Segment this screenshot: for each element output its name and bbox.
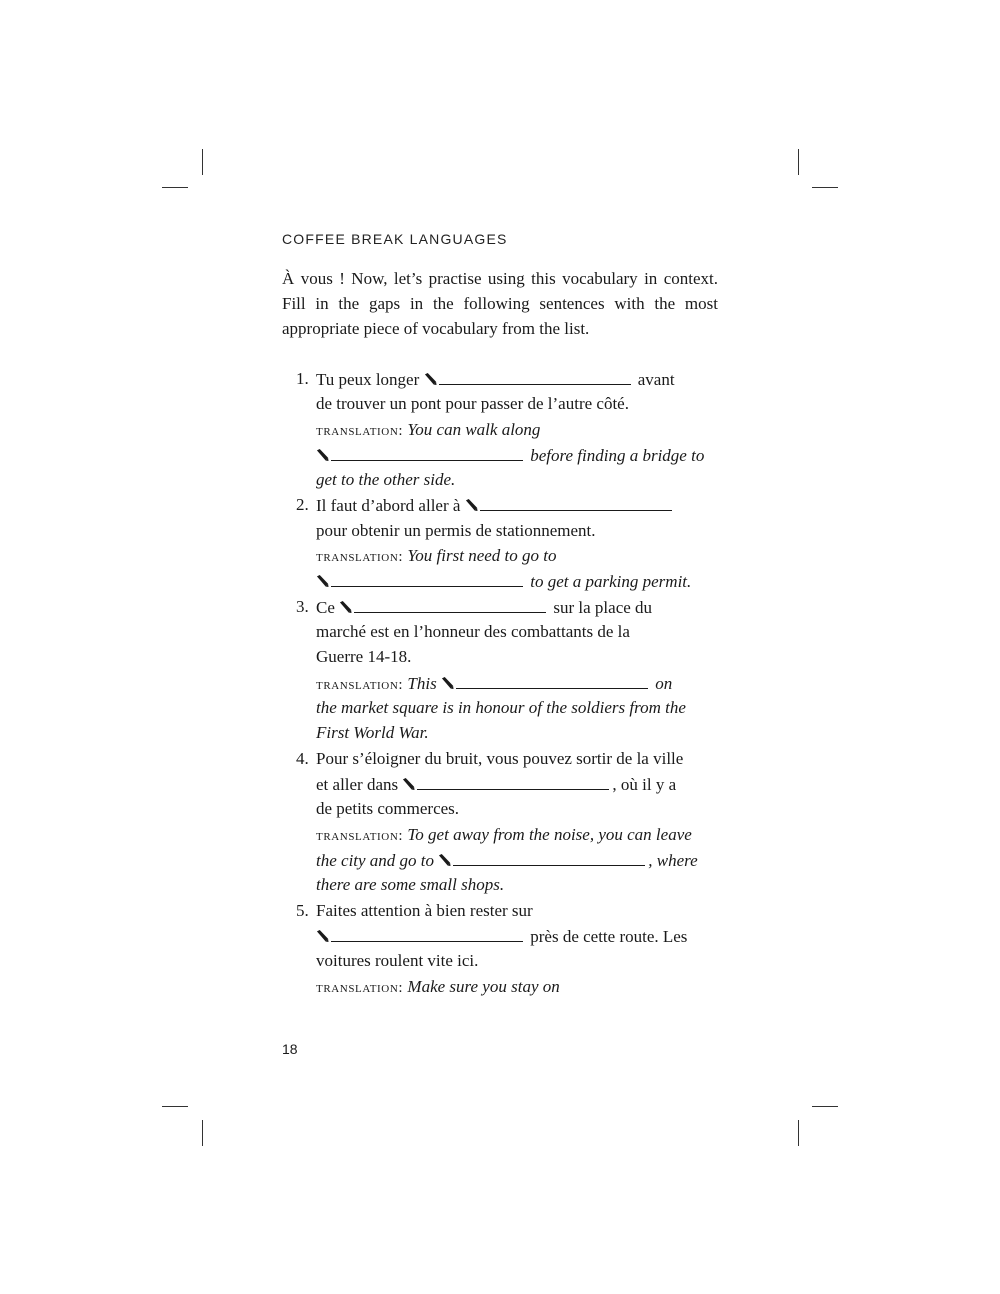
translation-label: translation: (316, 423, 404, 439)
answer-blank[interactable] (453, 850, 645, 866)
translation-line (316, 445, 704, 466)
answer-blank[interactable] (417, 774, 609, 790)
french-sentence-cont: Guerre 14-18. (316, 647, 412, 666)
sentence-text: Tu peux longer (316, 370, 420, 389)
translation-line (316, 571, 691, 592)
pencil-icon (316, 447, 329, 461)
crop-mark (812, 187, 838, 188)
french-sentence: Faites attention à bien rester sur (316, 901, 533, 920)
crop-mark (162, 187, 188, 188)
translation-line (316, 850, 698, 871)
translation-line (316, 546, 557, 566)
french-sentence-cont (316, 926, 687, 947)
french-sentence-cont: pour obtenir un permis de stationnement. (316, 521, 596, 540)
translation-text: This (407, 674, 437, 693)
page-number: 18 (282, 1041, 298, 1057)
translation-label: translation: (316, 828, 404, 844)
item-number: 2. (296, 495, 309, 514)
translation-text: get to the other side. (316, 470, 456, 489)
translation-line (316, 825, 692, 845)
pencil-icon (402, 776, 415, 790)
sentence-text: sur la place du (553, 598, 653, 617)
translation-label: translation: (316, 677, 404, 693)
translation-label: translation: (316, 549, 404, 565)
crop-mark (798, 149, 799, 175)
translation-label: translation: (316, 980, 404, 996)
crop-mark (162, 1106, 188, 1107)
item-number: 1. (296, 369, 309, 388)
sentence-text: Il faut d’abord aller à (316, 496, 461, 515)
translation-line (316, 673, 672, 694)
french-sentence (316, 597, 652, 618)
pencil-icon (316, 928, 329, 942)
translation-text: on (655, 674, 673, 693)
pencil-icon (316, 573, 329, 587)
french-sentence-cont: de petits commerces. (316, 799, 460, 818)
translation-text: First World War. (316, 723, 429, 742)
french-sentence-cont (316, 774, 676, 795)
item-number: 4. (296, 749, 309, 768)
sentence-text: , où il y a (612, 775, 677, 794)
translation-text: You first need to go to (407, 546, 557, 565)
answer-blank[interactable] (331, 445, 523, 461)
sentence-text: Ce (316, 598, 335, 617)
french-sentence: Pour s’éloigner du bruit, vous pouvez sortir de la ville (316, 749, 684, 768)
pencil-icon (441, 675, 454, 689)
french-sentence-cont: voitures roulent vite ici. (316, 951, 479, 970)
french-sentence (316, 495, 675, 516)
translation-text: , where (648, 851, 698, 870)
translation-text: the market square is in honour of the soldiers from the (316, 698, 686, 717)
pencil-icon (438, 852, 451, 866)
sentence-text: et aller dans (316, 775, 399, 794)
translation-line (316, 420, 540, 440)
translation-text: the city and go to (316, 851, 435, 870)
crop-mark (812, 1106, 838, 1107)
answer-blank[interactable] (439, 369, 631, 385)
pencil-icon (424, 371, 437, 385)
item-number: 5. (296, 901, 309, 920)
crop-mark (202, 149, 203, 175)
answer-blank[interactable] (354, 597, 546, 613)
french-sentence-cont: de trouver un pont pour passer de l’autre côté. (316, 394, 629, 413)
sentence-text: avant (637, 370, 675, 389)
french-sentence-cont: marché est en l’honneur des combattants de la (316, 622, 630, 641)
answer-blank[interactable] (331, 571, 523, 587)
pencil-icon (465, 497, 478, 511)
translation-text: To get away from the noise, you can leave (407, 825, 692, 844)
crop-mark (202, 1120, 203, 1146)
item-number: 3. (296, 597, 309, 616)
translation-text: before finding a bridge to (530, 446, 705, 465)
translation-line (316, 977, 560, 997)
french-sentence (316, 369, 675, 390)
translation-text: You can walk along (407, 420, 541, 439)
crop-mark (798, 1120, 799, 1146)
running-header: COFFEE BREAK LANGUAGES (282, 231, 508, 247)
intro-paragraph: À vous ! Now, let’s practise using this vocabulary in context. Fill in the gaps in the following sentences with the most appropriate piece of vocabulary from the list. (282, 269, 718, 338)
pencil-icon (339, 599, 352, 613)
translation-text: Make sure you stay on (407, 977, 560, 996)
answer-blank[interactable] (456, 673, 648, 689)
translation-text: there are some small shops. (316, 875, 505, 894)
answer-blank[interactable] (331, 926, 523, 942)
sentence-text: près de cette route. Les (530, 927, 688, 946)
translation-text: to get a parking permit. (530, 572, 692, 591)
answer-blank[interactable] (480, 495, 672, 511)
